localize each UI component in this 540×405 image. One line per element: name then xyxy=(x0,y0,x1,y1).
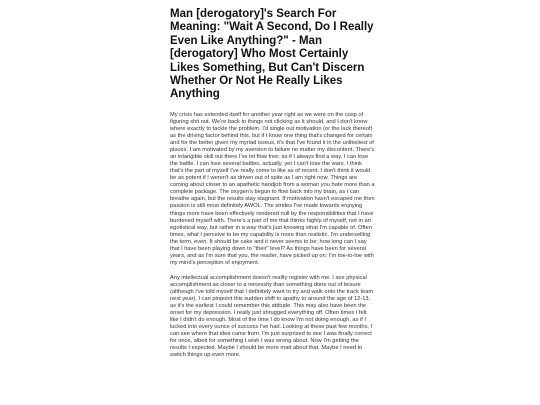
article-paragraph: Any intellectual accomplishment doesn't reallty register with me. I see physical accomplishment as closer to a necessity than something done out of leisure (although I've told myself that I definitely want to try and walk onto the track team next year). I can pinpoint this sudden shift to apathy to around the age of 12-13, as it's the earliest I could remember this attitude. This may also have been the onset for my depression. I really just shrugged everything off. Often times I felt like I didn't do enough. Most of the time I do know I'm not doing enough, as if I lucked into every ounce of success I've had. Looking at these past few months, I can see where that idea came from. I'm just surprised to see I was finally correct for once, albeit for something I wish I was wrong about. Now I'm getting the results I expected. Maybe I should be more mad about that. Maybe I need to switch things up even more. xyxy=(170,274,374,359)
article-paragraph: My crisis has extended itself for another year right as we were on the cusp of figuring shit out. We're back to things not clicking as it should, and I don't know where exactly to tackle the problem. I'd single out motivation (or the lack thereof) as the driving factor behind this, but if I know one thing that's changed for certain and for the better given my myriad isseus, it's that I've found it in the unlikeliest of places. I am motivated by my aversion to failure no matter my discontent. There's an intangible skill out there I've let flow free; as if I always find a way. I can lose the battle. I can lose several battles, actually, yet I can't lose the wars. I think that's the part of myself I've really come to like as of recent. I don't think it would be as potent if I weren't as driven out of spite as I am right now. Things are coming about closer to an apathetic handjob from a woman you hate more than a complete package. The oxygen's begun to flow back into my brain, as I can breathe again, but the results stay stagnant. If motivation hasn't escaped me then passion is still most definitely AWOL. The strides I've made towards enjoying things more have been effectively rendered null by the responsibilities that I have burdened myself with. There's a part of me that thinks highly of myself, not in an egotistical way, but rather in a way that's just knowing what I'm capable of. Often times, what I perceive to be my capability is more than realistic. I'm underselling the term, even. It should be cake and it never seems to be; how long can I say that I have been playing down to "their" level? As things have been for several years, and as I'm sure that you, the reader, have picked up on: I'm toe-to-toe with my mind's perception of enjoyment. xyxy=(170,111,375,266)
article xyxy=(170,8,375,367)
article-title: Man [derogatory]'s Search For Meaning: "Wait A Second, Do I Really Even Like Anything?" - Man [derogatory] Who Most Certainly Likes Something, But Can't Discern Whether Or Not He Really Likes Anything xyxy=(170,8,374,101)
